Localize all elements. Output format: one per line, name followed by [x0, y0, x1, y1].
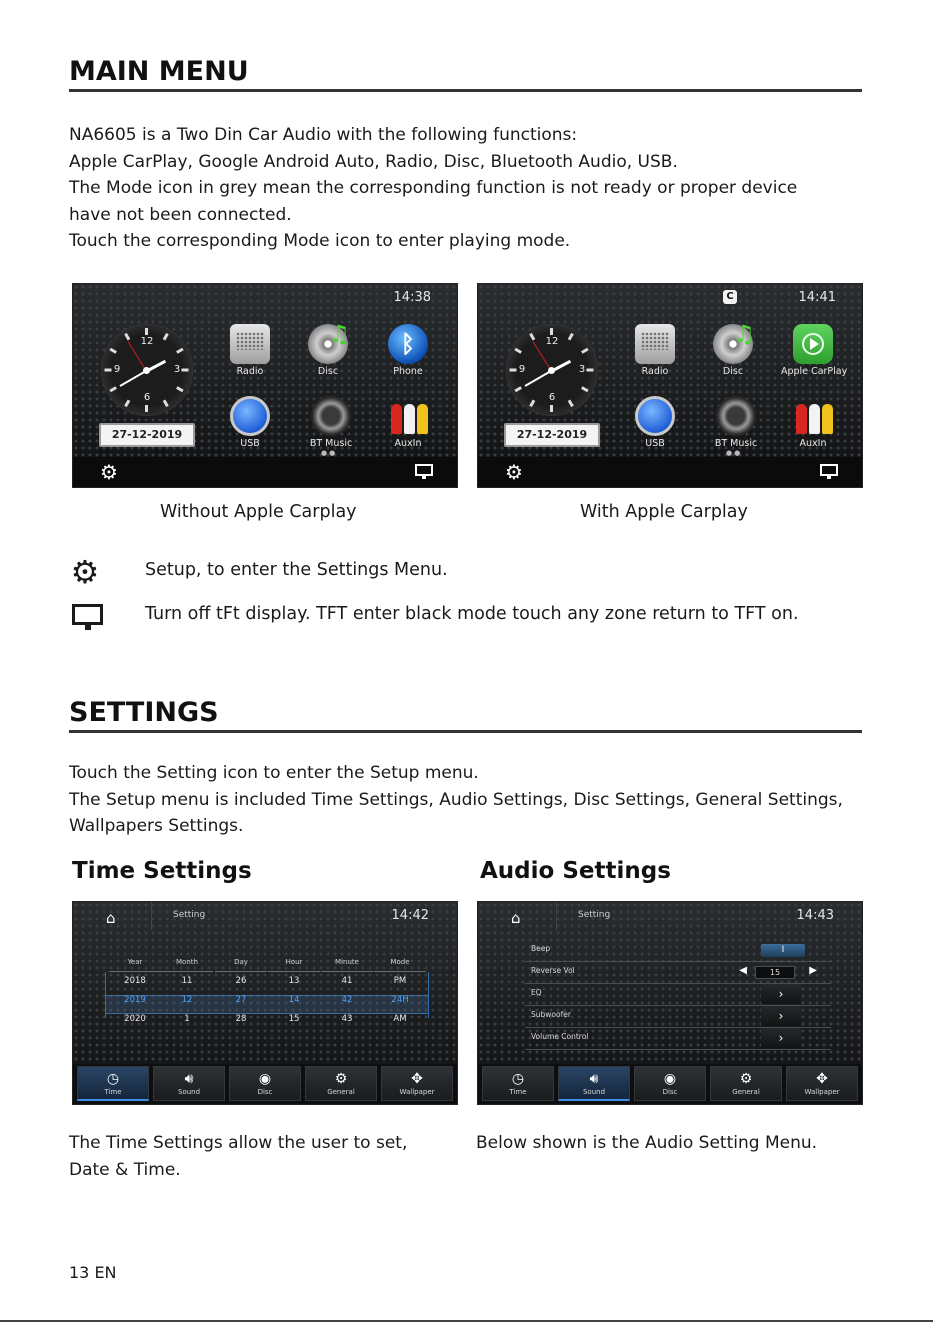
tab-time[interactable]: [77, 1066, 149, 1101]
chevron-right-icon[interactable]: ›: [761, 984, 801, 1004]
intro-line: have not been connected.: [69, 204, 292, 225]
subwoofer-row[interactable]: [525, 1006, 831, 1028]
app-label: AuxIn: [799, 438, 827, 449]
gear-icon: ⚙: [739, 1071, 753, 1087]
picker-value-selected: 12: [181, 995, 193, 1005]
picker-value: 2018: [124, 976, 146, 986]
clock-number: 9: [518, 364, 526, 375]
apple-carplay-mode-button[interactable]: [781, 324, 848, 377]
intro-line: Apple CarPlay, Google Android Auto, Radio, Disc, Bluetooth Audio, USB.: [69, 151, 678, 172]
clock-icon: ◷: [511, 1071, 525, 1087]
audio-settings-caption: [476, 1130, 817, 1157]
radio-icon: [230, 324, 270, 364]
clock-number: 3: [173, 364, 181, 375]
picker-value: AM: [393, 1014, 407, 1024]
usb-mode-button[interactable]: [218, 396, 282, 449]
picker-value-selected: 27: [235, 995, 247, 1005]
page-dots: ●●: [321, 449, 338, 457]
date-display: 27-12-2019: [99, 423, 195, 447]
chevron-right-icon[interactable]: ›: [761, 1006, 801, 1026]
settings-top-bar: [73, 902, 457, 930]
usb-mode-button[interactable]: [623, 396, 687, 449]
tab-label: Disc: [662, 1088, 678, 1096]
row-label: Subwoofer: [531, 1010, 571, 1019]
headphones-icon: [311, 396, 351, 436]
setup-description: Setup, to enter the Settings Menu.: [145, 560, 448, 580]
bt-music-mode-button[interactable]: [704, 396, 768, 449]
bt-music-mode-button[interactable]: [299, 396, 363, 449]
settings-title: Setting: [578, 910, 611, 920]
app-label: AuxIn: [394, 438, 422, 449]
picker-value: 41: [341, 976, 353, 986]
picker-value: 26: [235, 976, 247, 986]
app-label: USB: [240, 438, 260, 449]
wallpaper-icon: ✥: [816, 1071, 828, 1087]
picker-value: PM: [393, 976, 407, 986]
tab-disc[interactable]: [634, 1066, 706, 1101]
caption-line: The Time Settings allow the user to set,: [69, 1133, 408, 1153]
settings-top-bar: [478, 902, 862, 930]
row-label: Beep: [531, 944, 551, 953]
month-picker[interactable]: [161, 958, 213, 1029]
intro-line: Wallpapers Settings.: [69, 816, 244, 837]
clock-number: 3: [578, 364, 586, 375]
screen-bottom-bar: [478, 457, 862, 487]
main-screen-without-carplay: [72, 283, 458, 488]
page-bottom-rule: [0, 1320, 933, 1322]
page-dots: ●●: [726, 449, 743, 457]
app-label: Radio: [641, 366, 669, 377]
clock-number: 6: [143, 392, 151, 403]
app-label: Disc: [722, 366, 744, 377]
intro-line: The Mode icon in grey mean the corresponding function is not ready or proper device: [69, 178, 798, 199]
clock-icon: ◷: [106, 1071, 120, 1087]
home-icon[interactable]: ⌂: [511, 909, 521, 927]
home-icon[interactable]: ⌂: [106, 909, 116, 927]
time-settings-screen: [72, 901, 458, 1105]
caption-with-carplay: With Apple Carplay: [580, 502, 748, 522]
time-settings-subheading: Time Settings: [72, 858, 252, 884]
settings-tab-bar: [478, 1064, 862, 1104]
auxin-mode-button[interactable]: [781, 396, 845, 449]
tab-label: General: [732, 1088, 760, 1096]
picker-value: 11: [181, 976, 193, 986]
tab-wallpaper[interactable]: [381, 1066, 453, 1101]
screen-time: 14:41: [798, 290, 836, 305]
clock-number: 6: [548, 392, 556, 403]
headphones-icon: [716, 396, 756, 436]
disc-icon: ◉: [258, 1071, 272, 1087]
column-header: Year: [109, 958, 161, 972]
gear-icon[interactable]: ⚙: [100, 460, 118, 484]
picker-value-selected: 2019: [124, 995, 146, 1005]
clock-number: 12: [140, 336, 154, 347]
disc-mode-button[interactable]: [296, 320, 360, 377]
app-label: Radio: [236, 366, 264, 377]
screen-time: 14:38: [393, 290, 431, 305]
row-label: EQ: [531, 988, 542, 997]
reverse-vol-row[interactable]: [525, 962, 831, 984]
intro-line: Touch the corresponding Mode icon to enter playing mode.: [69, 231, 571, 252]
screen-bottom-bar: [73, 457, 457, 487]
column-header: Hour: [268, 958, 320, 972]
main-menu-heading: MAIN MENU: [69, 55, 862, 92]
picker-value-selected: 24H: [391, 995, 409, 1005]
usb-icon: [230, 396, 270, 436]
picker-value: 2020: [124, 1014, 146, 1024]
tab-label: Time: [509, 1088, 527, 1096]
carplay-status-icon: C: [723, 290, 737, 304]
tab-time[interactable]: [482, 1066, 554, 1101]
settings-title: Setting: [173, 910, 206, 920]
tab-label: General: [327, 1088, 355, 1096]
analog-clock: [506, 324, 598, 416]
app-label: Apple CarPlay: [781, 366, 848, 377]
picker-value: 15: [288, 1014, 300, 1024]
app-label: USB: [645, 438, 665, 449]
tab-label: Wallpaper: [804, 1088, 840, 1096]
rca-plugs-icon: [793, 396, 833, 436]
picker-value: 28: [235, 1014, 247, 1024]
picker-value: 43: [341, 1014, 353, 1024]
tab-label: Time: [104, 1088, 122, 1096]
decrease-arrow-icon[interactable]: ◀: [739, 965, 747, 976]
intro-line: NA6605 is a Two Din Car Audio with the following functions:: [69, 125, 578, 145]
intro-line: Touch the Setting icon to enter the Setup menu.: [69, 763, 479, 783]
monitor-icon[interactable]: [820, 464, 838, 480]
wallpaper-icon: ✥: [411, 1071, 423, 1087]
radio-icon: [635, 324, 675, 364]
mode-picker[interactable]: [374, 958, 426, 1029]
column-header: Month: [161, 958, 213, 972]
tab-disc[interactable]: [229, 1066, 301, 1101]
phone-mode-button[interactable]: [376, 324, 440, 377]
screen-time: 14:42: [391, 908, 429, 923]
column-header: Minute: [321, 958, 373, 972]
eq-row[interactable]: [525, 984, 831, 1006]
radio-mode-button[interactable]: [218, 324, 282, 377]
gear-icon: ⚙: [334, 1071, 348, 1087]
tab-sound[interactable]: [153, 1066, 225, 1101]
picker-value: 1: [184, 1014, 190, 1024]
row-label: Reverse Vol: [531, 966, 575, 975]
analog-clock: [101, 324, 193, 416]
settings-heading: SETTINGS: [69, 696, 862, 733]
caption-without-carplay: Without Apple Carplay: [160, 502, 357, 522]
main-screen-with-carplay: [477, 283, 863, 488]
tab-label: Sound: [582, 1088, 606, 1096]
tab-label: Sound: [177, 1088, 201, 1096]
app-label: BT Music: [309, 438, 353, 449]
tab-general[interactable]: [710, 1066, 782, 1101]
screen-time: 14:43: [796, 908, 834, 923]
disc-icon: ♫: [713, 324, 753, 364]
settings-intro: [69, 760, 843, 840]
auxin-mode-button[interactable]: [376, 396, 440, 449]
gear-icon: ⚙: [70, 553, 100, 591]
caption-line: Below shown is the Audio Setting Menu.: [476, 1133, 818, 1153]
hour-picker[interactable]: [268, 958, 320, 1029]
day-picker[interactable]: [215, 958, 267, 1029]
display-description: Turn off tFt display. TFT enter black mode touch any zone return to TFT on.: [145, 604, 799, 624]
disc-mode-button[interactable]: [701, 320, 765, 377]
radio-mode-button[interactable]: [623, 324, 687, 377]
tab-label: Disc: [257, 1088, 273, 1096]
disc-icon: ♫: [308, 324, 348, 364]
clock-number: 9: [113, 364, 121, 375]
tab-label: Wallpaper: [399, 1088, 435, 1096]
picker-value-selected: 14: [288, 995, 300, 1005]
increase-arrow-icon[interactable]: ▶: [809, 965, 817, 976]
settings-tab-bar: [73, 1064, 457, 1104]
volume-control-row[interactable]: [525, 1028, 831, 1050]
tab-general[interactable]: [305, 1066, 377, 1101]
app-label: Disc: [317, 366, 339, 377]
page-number: 13 EN: [69, 1263, 117, 1282]
caption-line: Date & Time.: [69, 1159, 181, 1180]
audio-settings-subheading: Audio Settings: [480, 858, 671, 884]
rca-plugs-icon: [388, 396, 428, 436]
minute-picker[interactable]: [321, 958, 373, 1029]
bluetooth-icon: ᛒ: [388, 324, 428, 364]
carplay-icon: [793, 324, 833, 364]
usb-icon: [635, 396, 675, 436]
column-header: Day: [215, 958, 267, 972]
monitor-icon[interactable]: [415, 464, 433, 480]
beep-toggle[interactable]: I: [761, 944, 805, 957]
app-label: BT Music: [714, 438, 758, 449]
reverse-vol-value: 15: [755, 966, 795, 979]
disc-icon: ◉: [663, 1071, 677, 1087]
tab-wallpaper[interactable]: [786, 1066, 858, 1101]
monitor-icon: [72, 604, 104, 632]
intro-line: The Setup menu is included Time Settings, Audio Settings, Disc Settings, General Settings,: [69, 789, 843, 810]
column-header: Mode: [374, 958, 426, 972]
year-picker[interactable]: [109, 958, 161, 1029]
time-settings-caption: [69, 1130, 407, 1183]
beep-row[interactable]: [525, 940, 831, 962]
picker-value-selected: 42: [341, 995, 353, 1005]
main-menu-intro: [69, 122, 797, 255]
clock-number: 12: [545, 336, 559, 347]
picker-value: 13: [288, 976, 300, 986]
date-display: 27-12-2019: [504, 423, 600, 447]
speaker-icon: 🔊︎: [589, 1071, 599, 1087]
row-label: Volume Control: [531, 1032, 589, 1041]
tab-sound[interactable]: [558, 1066, 630, 1101]
gear-icon[interactable]: ⚙: [505, 460, 523, 484]
speaker-icon: 🔊︎: [184, 1071, 194, 1087]
app-label: Phone: [393, 366, 423, 377]
audio-settings-screen: [477, 901, 863, 1105]
chevron-right-icon[interactable]: ›: [761, 1028, 801, 1048]
